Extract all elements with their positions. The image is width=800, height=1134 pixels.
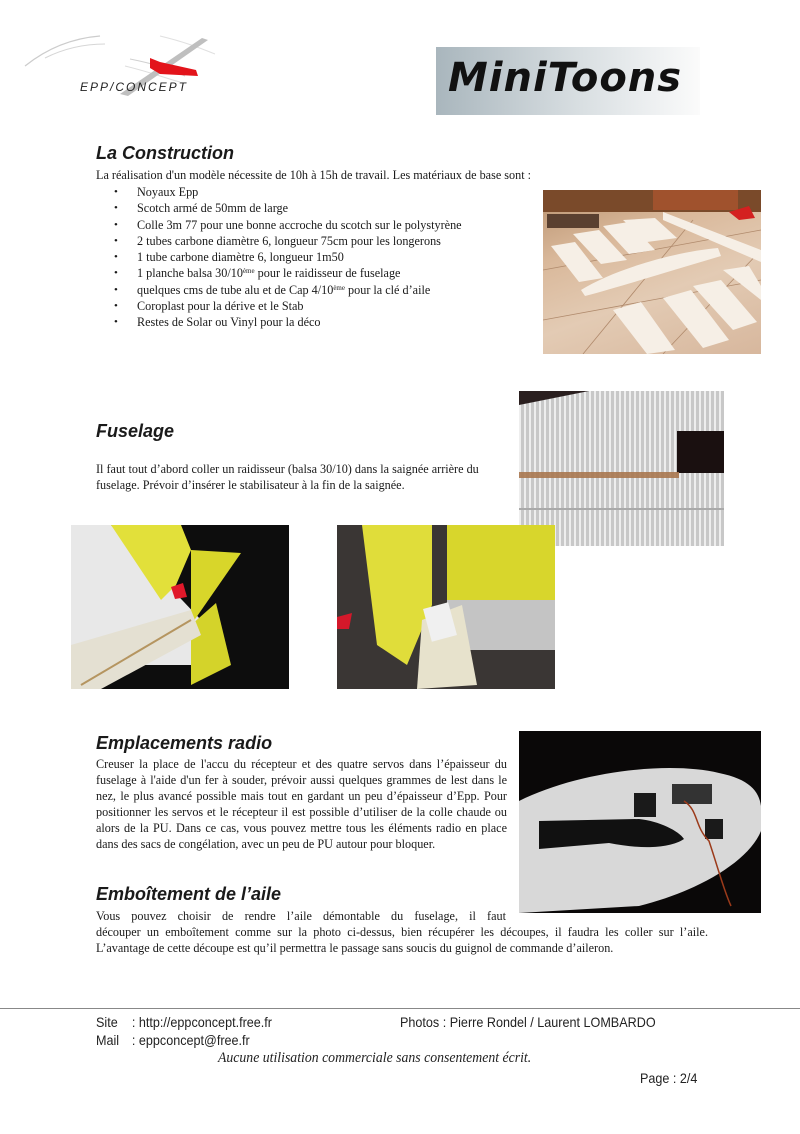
materials-list: [96, 184, 536, 331]
photo-servo-mount: [337, 525, 555, 689]
foam-parts-image: [543, 190, 761, 354]
fuselage-text: Il faut tout d’abord coller un raidisseur (balsa 30/10) dans la saignée arrière du fuselage. Prévoir d’insérer le stabilisateur à la fin de la saignée.: [96, 462, 479, 492]
list-item: • 1 planche balsa 30/10ème pour le raidisseur de fuselage: [96, 265, 536, 281]
page-number: Page : 2/4: [640, 1070, 698, 1086]
minitoons-logo-text: MiniToons: [448, 55, 683, 101]
site-link[interactable]: : http://eppconcept.free.fr: [131, 1014, 272, 1030]
radio-text: Creuser la place de l'accu du récepteur et des quatre servos dans l’épaisseur du fuselage à l'aide d'un fer à souder, prévoir aussi quelques grammes de lest dans le nez, le plus avancé possible mais tout en gardant un peu d’épaisseur d’Epp. Pour positionner les servos et le récepteur il est possible d’utiliser de la colle chaude ou alors de la PU. Dans ce cas, vous pouvez mettre tous les éléments radio en place dans des sacs de congélation, avec un peu de PU autour pour bloquer.: [96, 757, 507, 851]
minitoons-logo: [436, 47, 700, 115]
footer-site: Site : http://eppconcept.free.fr: [96, 1014, 272, 1030]
list-item: • 1 tube carbone diamètre 6, longueur 1m50: [96, 249, 536, 265]
section-title-radio: Emplacements radio: [96, 733, 273, 753]
construction-intro: La réalisation d'un modèle nécessite de 10h à 15h de travail. Les matériaux de base sont :: [96, 168, 532, 182]
list-item: • Noyaux Epp: [96, 184, 536, 200]
wing-text-line1: Vous pouvez choisir de rendre l’aile démontable du fuselage, il faut: [96, 909, 506, 923]
servo-mount-image: [337, 525, 555, 689]
list-item: • quelques cms de tube alu et de Cap 4/10ème pour la clé d’aile: [96, 282, 536, 298]
section-title-construction: La Construction: [96, 143, 234, 163]
wing-text-rest: découper un emboîtement comme sur la photo ci-dessus, bien récupérer les découpes, il faudra les coller sur l’aile. L’avantage de cette découpe est qu’il permettra le passage sans soucis du guignol de commande d’aileron.: [96, 925, 708, 955]
tail-assembly-image: [71, 525, 289, 689]
photo-foam-parts: [543, 190, 761, 354]
list-item: • Restes de Solar ou Vinyl pour la déco: [96, 314, 536, 330]
footer-notice: Aucune utilisation commerciale sans consentement écrit.: [218, 1050, 532, 1066]
list-item: • Coroplast pour la dérive et le Stab: [96, 298, 536, 314]
radio-cutouts-image: [519, 731, 761, 913]
list-item: • Scotch armé de 50mm de large: [96, 200, 536, 216]
footer-mail: Mail : eppconcept@free.fr: [96, 1032, 250, 1048]
photo-tail-assembly: [71, 525, 289, 689]
photo-radio-cutouts: [519, 731, 761, 913]
section-title-wing: Emboîtement de l’aile: [96, 884, 282, 904]
footer-photos-credit: Photos : Pierre Rondel / Laurent LOMBARDO: [400, 1014, 656, 1030]
logo-wordmark: EPP/CONCEPT: [80, 80, 189, 94]
epp-concept-logo: [10, 24, 250, 104]
photo-taped-fuselage: [519, 391, 724, 546]
taped-fuselage-image: [519, 391, 724, 546]
list-item: • Colle 3m 77 pour une bonne accroche du scotch sur le polystyrène: [96, 217, 536, 233]
mail-link[interactable]: : eppconcept@free.fr: [131, 1032, 250, 1048]
list-item: • 2 tubes carbone diamètre 6, longueur 75cm pour les longerons: [96, 233, 536, 249]
section-title-fuselage: Fuselage: [96, 421, 175, 441]
footer-divider: [0, 1008, 800, 1009]
